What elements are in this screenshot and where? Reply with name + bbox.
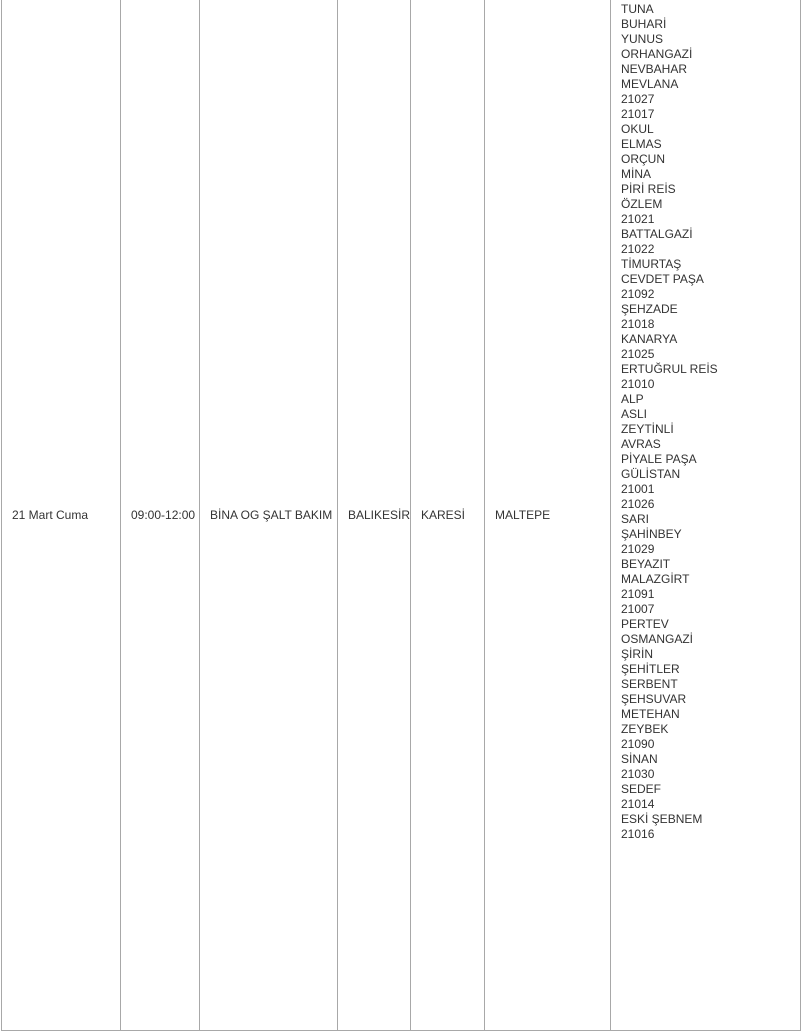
street-item: 21026 (621, 497, 655, 511)
street-item: YUNUS (621, 32, 664, 46)
street-item: ESKİ ŞEBNEM (621, 812, 703, 826)
street-item: TUNA (621, 2, 654, 16)
work-cell: BİNA OG ŞALT BAKIM (200, 0, 338, 1031)
street-item: ŞİRİN (621, 647, 654, 661)
street-item: CEVDET PAŞA (621, 272, 704, 286)
time-cell: 09:00-12:00 (121, 0, 200, 1031)
street-item: SARI (621, 512, 650, 526)
street-item: GÜLİSTAN (621, 467, 681, 481)
street-item: NEVBAHAR (621, 62, 688, 76)
table-row (2, 0, 801, 1031)
street-item: ÖZLEM (621, 197, 663, 211)
province-cell: BALIKESİR (338, 0, 411, 1031)
street-item: 21017 (621, 107, 655, 121)
street-item: 21092 (621, 287, 655, 301)
street-item: 21007 (621, 602, 655, 616)
streets-cell (611, 0, 801, 1031)
street-item: 21025 (621, 347, 655, 361)
street-item: BATTALGAZİ (621, 227, 693, 241)
street-item: ERTUĞRUL REİS (621, 362, 718, 376)
street-item: ŞEHSUVAR (621, 692, 687, 706)
street-item: SEDEF (621, 782, 662, 796)
street-item: OSMANGAZİ (621, 632, 694, 646)
neighborhood-cell: MALTEPE (485, 0, 611, 1031)
street-item: ŞEHİTLER (621, 662, 680, 676)
street-item: BUHARİ (621, 17, 667, 31)
street-item: 21022 (621, 242, 655, 256)
street-item: ALP (621, 392, 644, 406)
street-item: 21001 (621, 482, 655, 496)
street-item: 21091 (621, 587, 655, 601)
street-item: SİNAN (621, 752, 658, 766)
street-item: ŞEHZADE (621, 302, 678, 316)
streets-list (621, 2, 798, 842)
street-item: ORHANGAZİ (621, 47, 693, 61)
street-item: 21010 (621, 377, 655, 391)
street-item: PİRİ REİS (621, 182, 676, 196)
outage-table (1, 0, 801, 1031)
street-item: 21018 (621, 317, 655, 331)
date-cell: 21 Mart Cuma (2, 0, 121, 1031)
street-item: PİYALE PAŞA (621, 452, 697, 466)
district-cell: KARESİ (411, 0, 485, 1031)
street-item: SERBENT (621, 677, 678, 691)
street-item: AVRAS (621, 437, 661, 451)
street-item: 21014 (621, 797, 655, 811)
street-item: 21027 (621, 92, 655, 106)
street-item: ZEYTİNLİ (621, 422, 674, 436)
street-item: 21030 (621, 767, 655, 781)
street-item: PERTEV (621, 617, 669, 631)
street-item: 21021 (621, 212, 655, 226)
street-item: ZEYBEK (621, 722, 669, 736)
street-item: METEHAN (621, 707, 680, 721)
street-item: 21016 (621, 827, 655, 841)
street-item: ASLI (621, 407, 648, 421)
street-item: TİMURTAŞ (621, 257, 682, 271)
street-item: 21090 (621, 737, 655, 751)
street-item: KANARYA (621, 332, 678, 346)
street-item: BEYAZIT (621, 557, 671, 571)
street-item: MALAZGİRT (621, 572, 690, 586)
street-item: 21029 (621, 542, 655, 556)
street-item: ORÇUN (621, 152, 665, 166)
street-item: MEVLANA (621, 77, 679, 91)
street-item: ŞAHİNBEY (621, 527, 682, 541)
street-item: ELMAS (621, 137, 662, 151)
street-item: OKUL (621, 122, 654, 136)
street-item: MİNA (621, 167, 651, 181)
